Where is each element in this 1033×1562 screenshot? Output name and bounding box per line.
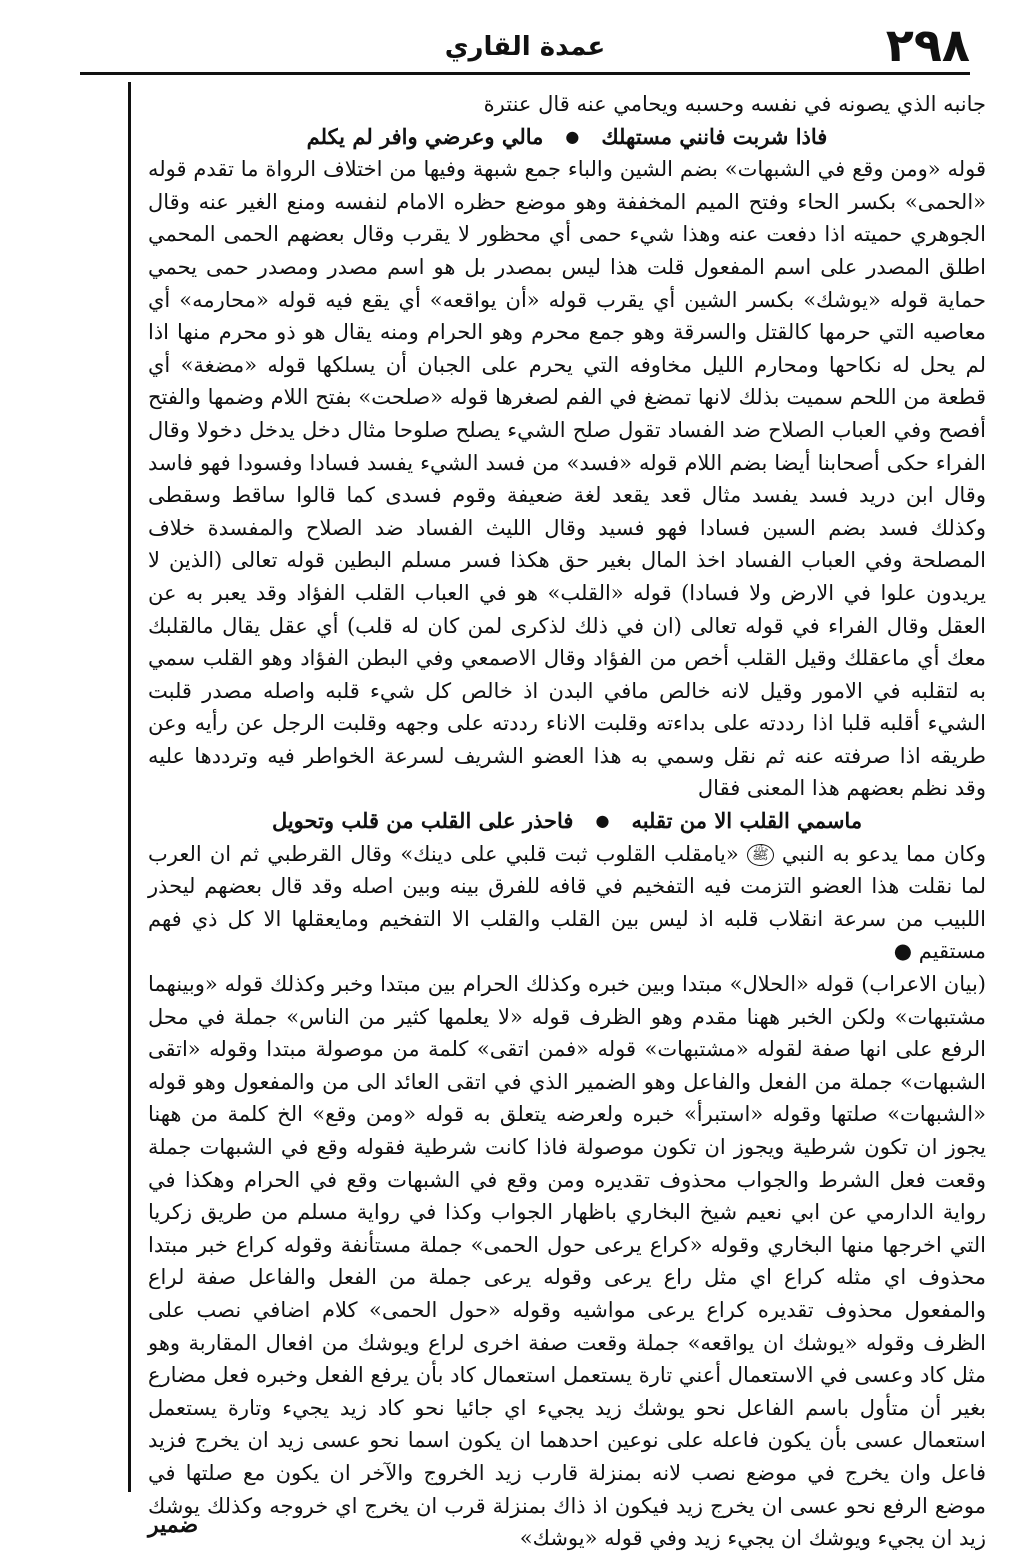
paragraph: قوله «ومن وقع في الشبهات» بضم الشين والباء جمع شبهة وفيها من اختلاف الرواة ما تقدم قوله «الحمى» بكسر الحاء وفتح الميم المخففة وهو موضع حظره الامام لنفسه ومنع الغير عنه وقال الجوهري حميته اذا دفعت عنه وهذا شيء حمى أي محظور لا يقرب وقال بعضهم الحمى المحمي اطلق المصدر على اسم المفعول قلت هذا ليس بمصدر بل هو اسم مصدر ومصدر حمى يحمي حماية قوله «يوشك» بكسر الشين أي يقرب قوله «أن يواقعه» أي يقع فيه قوله «محارمه» أي معاصيه التي حرمها كالقتل والسرقة وهو جمع محرم وهو الحرام ومنه يقال هو ذو محرم منها اذا لم يحل له نكاحها ومحارم الليل مخاوفه التي يحرم على الجبان أن يسلكها قوله «مضغة» أي قطعة من اللحم سميت بذلك لانها تمضغ في الفم لصغرها قوله «صلحت» بفتح اللام وضمها والفتح أفصح وفي العباب الصلاح ضد الفساد تقول صلح الشيء يصلح صلوحا مثال دخل يدخل دخولا وقال الفراء حكى أصحابنا أيضا بضم اللام قوله «فسد» من فسد الشيء يفسد فسادا وفسودا فهو فاسد وقال ابن دريد فسد يفسد مثال قعد يقعد لغة ضعيفة وقوم فسدى كما قالوا ساقط وسقطى وكذلك فسد بضم السين فسادا فهو فسيد وقال الليث الفساد ضد الصلاح والمفسدة خلاف المصلحة وفي العباب الفساد اخذ المال بغير حق هكذا فسر مسلم البطين قوله تعالى (الذين لا يريدون علوا في الارض ولا فسادا) قوله «القلب» هو في العباب القلب الفؤاد وقد يعبر به عن العقل وقال الفراء في قوله تعالى (ان في ذلك لذكرى لمن كان له قلب) أي عقل يقال مالقلبك معك أي ماعقلك وقيل القلب أخص من الفؤاد وقال الاصمعي وفي البطن الفؤاد وهو القلب سمي به لتقلبه في الامور وقيل لانه خالص مافي البدن اذ خالص كل شيء قلبه واصله مصدر قلبت الشيء أقلبه قلبا اذا رددته على بداءته وقلبت الاناء رددته على وجهه وقلبت الرجل عن رأيه وعن طريقه اذا صرفته عنه ثم نقل وسمي به هذا العضو الشريف لسرعة الخواطر فيه وترددها عليه وقد نظم بعضهم هذا المعنى فقال [148,157,987,801]
page-header [80,18,970,80]
verse-separator: ● [565,126,580,146]
verse-hemistich: مالي وعرضي وافر لم يكلم [306,123,544,149]
paragraph: (بيان الاعراب) قوله «الحلال» مبتدا وبين خبره وكذلك الحرام بين مبتدا وخبر وكذلك قوله «وبينهما مشتبهات» ولكن الخبر ههنا مقدم وهو الظرف قوله «لا يعلمها كثير من الناس» جملة في محل الرفع على انها صفة لقوله «مشتبهات» قوله «فمن اتقى» كلمة من موصولة مبتدا وقوله «اتقى الشبهات» جملة من الفعل والفاعل وهو الضمير الذي في اتقى العائد الى من والمفعول وهو قوله «الشبهات» صلتها وقوله «استبرأ» خبره ولعرضه يتعلق به قوله «ومن وقع» الخ كلمة من ههنا يجوز ان تكون شرطية ويجوز ان تكون موصولة فاذا كانت شرطية فقوله وقع في الشبهات جملة وقعت فعل الشرط والجواب محذوف تقديره ومن وقع في الشبهات وقع في الحرام وهكذا في رواية الدارمي عن ابي نعيم شيخ البخاري باظهار الجواب وكذا في رواية مسلم من طريق زكريا التي اخرجها منها البخاري وقوله «كراع يرعى حول الحمى» جملة مستأنفة وقوله كراع خبر مبتدا محذوف اي مثله كراع اي مثل راع يرعى وقوله يرعى جملة من الفعل والفاعل صفة لراع والمفعول محذوف تقديره كراع يرعى مواشيه وقوله «حول الحمى» كلام اضافي نصب على الظرف وقوله «يوشك ان يواقعه» جملة وقعت صفة اخرى لراع ويوشك من افعال المقاربة وهو مثل كاد وعسى في الاستعمال أعني تارة يستعمل استعمال كاد بأن يرفع الفعل وخبره فعل مضارع بغير أن متأول باسم الفاعل نحو يوشك زيد يجيء اي جائيا نحو كاد زيد يجيء وتارة يستعمل استعمال عسى بأن يكون فاعله على نوعين احدهما ان يكون اسما نحو عسى زيد ان يخرج فزيد فاعل وان يخرج في موضع نصب لانه بمنزلة قارب زيد الخروج والآخر ان يكون مع صلتها في موضع الرفع نحو عسى ان يخرج زيد فيكون اذ ذاك بمنزلة قرب ان يخرج اي خروجه وكذلك يوشك زيد ان يجيء ويوشك ان يجيء زيد وفي قوله «يوشك» [148,972,987,1551]
verse-hemistich: فاذا شربت فانني مستهلك [601,123,828,149]
verse-separator: ● [595,811,610,831]
salutation-glyph: ﷺ [747,844,774,866]
body-text [148,88,987,1551]
header-rule [80,72,970,75]
paragraph-text: «يامقلب القلوب ثبت قلبي على دينك» وقال القرطبي ثم ان العرب لما نقلت هذا العضو التزمت فيه التفخيم في قافه للفرق بينه وبين اصله وقد قال بعضهم ليحذر اللبيب من سرعة انقلاب قلبه اذ ليس بين القلب والقلب الا التفخيم ومايعقلها الا كل ذي فهم مستقيم ● [148,841,986,964]
verse-hemistich: ماسمي القلب الا من تقلبه [631,808,863,834]
verse-hemistich: فاحذر على القلب من قلب وتحويل [271,808,574,834]
running-title: عمدة القاري [444,32,606,62]
text-frame-rule [128,82,147,1492]
paragraph: جانبه الذي يصونه في نفسه وحسبه ويحامي عنه قال عنترة [483,92,986,116]
verse-line [148,805,986,838]
paragraph [148,838,986,968]
paragraph-text: وكان مما يدعو به النبي [781,841,986,866]
page-number: ٢٩٨ [885,18,970,72]
catchword: ضمير [148,1512,199,1538]
verse-line [148,121,986,154]
